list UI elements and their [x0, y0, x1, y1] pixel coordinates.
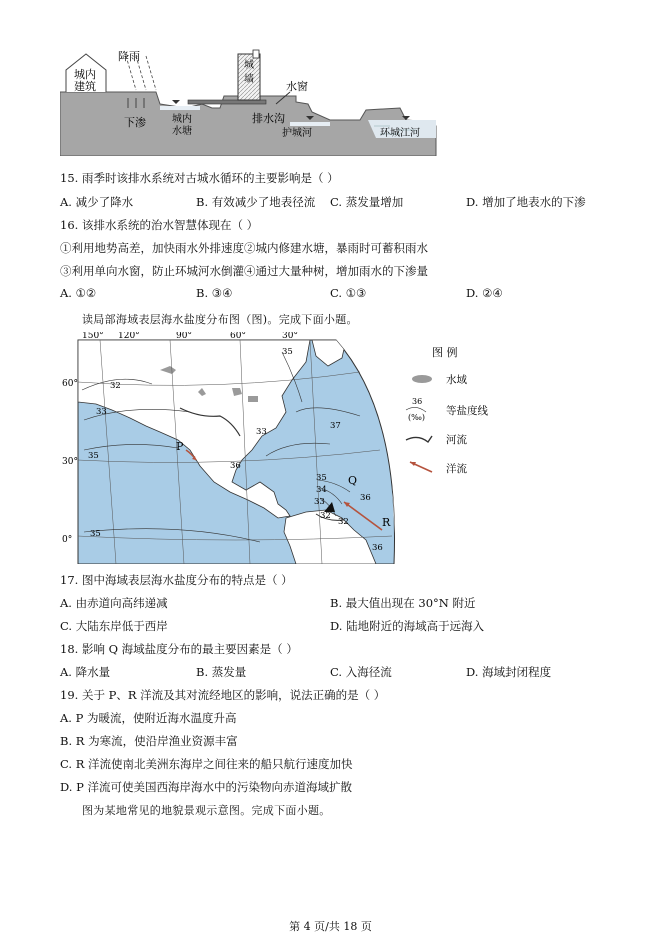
water-window-label: 水窗 — [286, 80, 308, 93]
lake-3 — [248, 396, 258, 402]
salinity-map — [60, 332, 494, 564]
lon-label-60: 60° — [230, 332, 246, 341]
point-q-label: Q — [348, 474, 358, 487]
isoline-label: 32 — [338, 517, 349, 527]
q19-option-b[interactable]: B. R 为寒流，使沿岸渔业资源丰富 — [60, 734, 238, 748]
q18-option-d[interactable]: D. 海域封闭程度 — [466, 665, 552, 679]
isoline-label: 37 — [330, 421, 341, 431]
q15-option-d[interactable]: D. 增加了地表水的下渗 — [466, 195, 586, 209]
q19-option-a[interactable]: A. P 为暖流，使附近海水温度升高 — [60, 711, 237, 725]
q16-option-b[interactable]: B. ③④ — [196, 286, 233, 300]
q17-option-b[interactable]: B. 最大值出现在 30°N 附近 — [330, 596, 476, 610]
q17-option-a[interactable]: A. 由赤道向高纬递减 — [60, 596, 168, 610]
isoline-label: 33 — [256, 427, 267, 437]
legend-river-swatch — [406, 436, 432, 442]
isoline-label: 33 — [314, 497, 325, 507]
q16-option-d[interactable]: D. ②④ — [466, 286, 503, 300]
building-label-line2: 建筑 — [74, 80, 96, 93]
q15-stem: 15. 雨季时该排水系统对古城水循环的主要影响是（ ） — [60, 171, 339, 185]
q16-option-c[interactable]: C. ①③ — [330, 286, 367, 300]
wall-label-line2: 墙 — [244, 74, 254, 85]
q15-option-c[interactable]: C. 蒸发量增加 — [330, 195, 404, 209]
ditch-label: 排水沟 — [252, 112, 285, 125]
inner-pond-label-line2: 水塘 — [172, 126, 192, 137]
lat-label-60: 60° — [62, 379, 78, 389]
legend-title: 图 例 — [432, 346, 458, 359]
inner-pond-label-line1: 城内 — [172, 114, 192, 125]
isoline-label: 36 — [230, 461, 241, 471]
lat-label-30: 30° — [62, 457, 78, 467]
point-p-label: P — [176, 440, 184, 453]
q19-option-c[interactable]: C. R 洋流使南北美洲东海岸之间往来的船只航行速度加快 — [60, 757, 353, 771]
q18-option-a[interactable]: A. 降水量 — [60, 665, 111, 679]
q18-option-b[interactable]: B. 蒸发量 — [196, 665, 247, 679]
page-number: 第 4 页/共 18 页 — [289, 920, 372, 933]
building-label-line1: 城内 — [74, 68, 96, 81]
lon-label-30: 30° — [282, 332, 298, 341]
isoline-label: 33 — [96, 407, 107, 417]
q17-option-c[interactable]: C. 大陆东岸低于西岸 — [60, 619, 168, 633]
point-r-label: R — [382, 516, 391, 529]
q16-option-a[interactable]: A. ①② — [60, 286, 97, 300]
isoline-label: 35 — [88, 451, 99, 461]
q16-statements-line2: ③利用单向水窗，防止环城河水倒灌④通过大量种树，增加雨水的下渗量 — [60, 264, 428, 278]
legend-isohaline-swatch — [406, 407, 426, 412]
q15-option-a[interactable]: A. 减少了降水 — [60, 195, 134, 209]
lon-label-90: 90° — [176, 332, 192, 341]
legend-isohaline-label: 等盐度线 — [446, 405, 488, 417]
lon-label-150: 150° — [82, 332, 104, 341]
legend-water-swatch — [412, 375, 432, 383]
legend-isohaline-value: 36 — [412, 397, 423, 406]
legend-current-label: 洋流 — [446, 463, 467, 475]
lat-label-0: 0° — [62, 535, 73, 545]
isoline-label: 35 — [316, 473, 327, 483]
closing-intro: 图为某地常见的地貌景观示意图。完成下面小题。 — [82, 804, 331, 817]
moat-label: 护城河 — [282, 128, 312, 139]
q17-stem: 17. 图中海域表层海水盐度分布的特点是（ ） — [60, 573, 293, 587]
q18-stem: 18. 影响 Q 海域盐度分布的最主要因素是（ ） — [60, 642, 298, 656]
map-intro: 读局部海域表层海水盐度分布图（图)。完成下面小题。 — [82, 313, 358, 326]
infiltration-label: 下渗 — [124, 116, 146, 129]
q18-option-c[interactable]: C. 入海径流 — [330, 665, 392, 679]
q17-option-d[interactable]: D. 陆地附近的海域高于远海入 — [330, 619, 485, 633]
isoline-label: 35 — [90, 529, 101, 539]
q19-option-d[interactable]: D. P 洋流可使美国西海岸海水中的污染物向赤道海域扩散 — [60, 780, 353, 794]
q15-option-b[interactable]: B. 有效减少了地表径流 — [196, 195, 316, 209]
isoline-label: 32 — [320, 511, 331, 521]
isoline-label: 36 — [372, 543, 383, 553]
legend-river-label: 河流 — [446, 434, 467, 446]
legend-isohaline-unit: (‰) — [408, 413, 425, 422]
wall-label-line1: 城 — [244, 60, 254, 71]
legend-water-label: 水域 — [446, 374, 467, 386]
isoline-label: 36 — [360, 493, 371, 503]
q16-stem: 16. 该排水系统的治水智慧体现在（ ） — [60, 218, 259, 232]
drainage-diagram — [60, 44, 440, 156]
q16-statements-line1: ①利用地势高差，加快雨水外排速度②城内修建水塘，暴雨时可蓄积雨水 — [60, 241, 428, 255]
river-label: 环城江河 — [380, 128, 420, 139]
isoline-label: 32 — [110, 381, 121, 391]
isoline-label: 35 — [282, 347, 293, 357]
rain-label: 降雨 — [118, 50, 140, 63]
q19-stem: 19. 关于 P、R 洋流及其对流经地区的影响，说法正确的是（ ） — [60, 688, 386, 702]
isoline-label: 34 — [316, 485, 327, 495]
lon-label-120: 120° — [118, 332, 140, 341]
